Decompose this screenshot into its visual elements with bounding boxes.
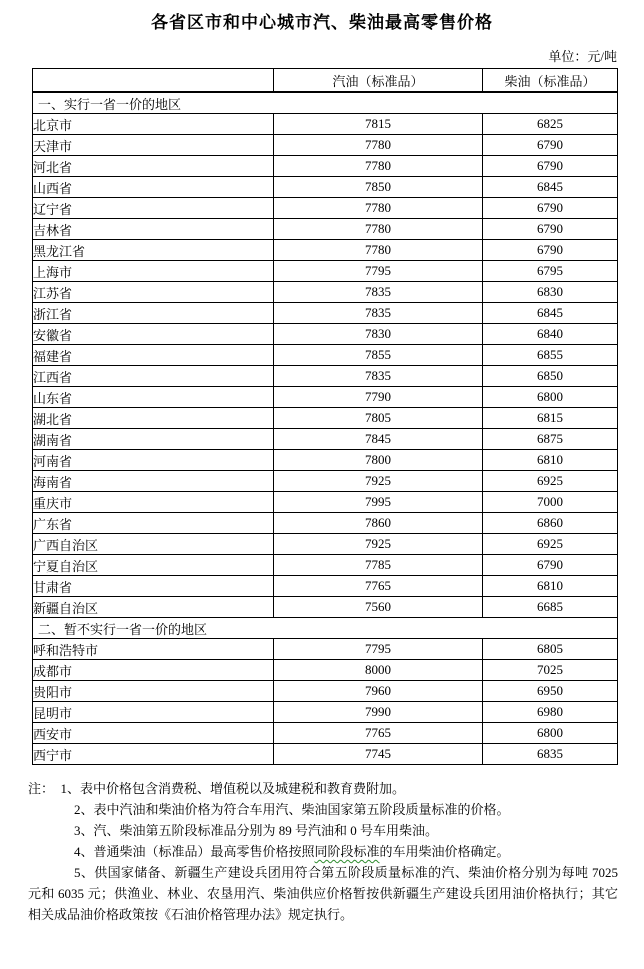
price-row bbox=[33, 492, 618, 513]
note-text: 2、表中汽油和柴油价格为符合车用汽、柴油国家第五阶段质量标准的价格。 bbox=[74, 802, 510, 817]
region-cell: 山东省 bbox=[33, 387, 274, 408]
column-header-diesel: 柴油（标准品） bbox=[483, 69, 618, 93]
region-cell: 北京市 bbox=[33, 114, 274, 135]
diesel-price-cell: 6815 bbox=[483, 408, 618, 429]
gasoline-price-cell: 7990 bbox=[274, 702, 483, 723]
gasoline-price-cell: 7780 bbox=[274, 240, 483, 261]
price-row bbox=[33, 387, 618, 408]
diesel-price-cell: 6925 bbox=[483, 534, 618, 555]
note-text: 的车用柴油价格确定。 bbox=[379, 844, 510, 859]
gasoline-price-cell: 7995 bbox=[274, 492, 483, 513]
diesel-price-cell: 6835 bbox=[483, 744, 618, 765]
gasoline-price-cell: 7790 bbox=[274, 387, 483, 408]
price-row bbox=[33, 345, 618, 366]
diesel-price-cell: 7000 bbox=[483, 492, 618, 513]
price-row bbox=[33, 198, 618, 219]
diesel-price-cell: 6810 bbox=[483, 576, 618, 597]
gasoline-price-cell: 7780 bbox=[274, 135, 483, 156]
region-cell: 河南省 bbox=[33, 450, 274, 471]
gasoline-price-cell: 7815 bbox=[274, 114, 483, 135]
price-row bbox=[33, 324, 618, 345]
price-row bbox=[33, 576, 618, 597]
gasoline-price-cell: 7855 bbox=[274, 345, 483, 366]
note-item bbox=[28, 841, 618, 862]
price-row bbox=[33, 114, 618, 135]
diesel-price-cell: 6875 bbox=[483, 429, 618, 450]
region-cell: 上海市 bbox=[33, 261, 274, 282]
diesel-price-cell: 6800 bbox=[483, 387, 618, 408]
diesel-price-cell: 7025 bbox=[483, 660, 618, 681]
section-heading-row bbox=[33, 92, 618, 114]
region-cell: 安徽省 bbox=[33, 324, 274, 345]
gasoline-price-cell: 7925 bbox=[274, 471, 483, 492]
price-row bbox=[33, 303, 618, 324]
gasoline-price-cell: 8000 bbox=[274, 660, 483, 681]
region-cell: 江苏省 bbox=[33, 282, 274, 303]
region-cell: 江西省 bbox=[33, 366, 274, 387]
region-cell: 广东省 bbox=[33, 513, 274, 534]
price-row bbox=[33, 366, 618, 387]
region-cell: 昆明市 bbox=[33, 702, 274, 723]
price-row bbox=[33, 408, 618, 429]
region-cell: 成都市 bbox=[33, 660, 274, 681]
price-row bbox=[33, 744, 618, 765]
section-heading: 一、实行一省一价的地区 bbox=[33, 92, 618, 114]
region-cell: 黑龙江省 bbox=[33, 240, 274, 261]
region-cell: 西宁市 bbox=[33, 744, 274, 765]
page-title: 各省区市和中心城市汽、柴油最高零售价格 bbox=[151, 13, 493, 32]
gasoline-price-cell: 7860 bbox=[274, 513, 483, 534]
region-cell: 西安市 bbox=[33, 723, 274, 744]
gasoline-price-cell: 7835 bbox=[274, 303, 483, 324]
note-item bbox=[28, 820, 618, 841]
price-row bbox=[33, 261, 618, 282]
section-heading: 二、暂不实行一省一价的地区 bbox=[33, 618, 618, 639]
price-row bbox=[33, 597, 618, 618]
region-cell: 宁夏自治区 bbox=[33, 555, 274, 576]
price-table bbox=[32, 68, 618, 765]
region-cell: 海南省 bbox=[33, 471, 274, 492]
diesel-price-cell: 6845 bbox=[483, 303, 618, 324]
price-row bbox=[33, 555, 618, 576]
gasoline-price-cell: 7960 bbox=[274, 681, 483, 702]
price-row bbox=[33, 429, 618, 450]
gasoline-price-cell: 7845 bbox=[274, 429, 483, 450]
diesel-price-cell: 6860 bbox=[483, 513, 618, 534]
diesel-price-cell: 6685 bbox=[483, 597, 618, 618]
gasoline-price-cell: 7560 bbox=[274, 597, 483, 618]
section-heading-row bbox=[33, 618, 618, 639]
region-cell: 湖南省 bbox=[33, 429, 274, 450]
gasoline-price-cell: 7785 bbox=[274, 555, 483, 576]
note-item bbox=[28, 862, 618, 925]
region-cell: 山西省 bbox=[33, 177, 274, 198]
region-cell: 呼和浩特市 bbox=[33, 639, 274, 660]
diesel-price-cell: 6805 bbox=[483, 639, 618, 660]
table-header-row bbox=[33, 69, 618, 93]
gasoline-price-cell: 7780 bbox=[274, 219, 483, 240]
diesel-price-cell: 6850 bbox=[483, 366, 618, 387]
price-row bbox=[33, 219, 618, 240]
diesel-price-cell: 6800 bbox=[483, 723, 618, 744]
column-header-region bbox=[33, 69, 274, 93]
gasoline-price-cell: 7780 bbox=[274, 156, 483, 177]
price-row bbox=[33, 534, 618, 555]
region-cell: 吉林省 bbox=[33, 219, 274, 240]
price-row bbox=[33, 177, 618, 198]
region-cell: 辽宁省 bbox=[33, 198, 274, 219]
price-row bbox=[33, 282, 618, 303]
diesel-price-cell: 6790 bbox=[483, 156, 618, 177]
region-cell: 天津市 bbox=[33, 135, 274, 156]
note-item bbox=[28, 799, 618, 820]
diesel-price-cell: 6795 bbox=[483, 261, 618, 282]
diesel-price-cell: 6825 bbox=[483, 114, 618, 135]
gasoline-price-cell: 7805 bbox=[274, 408, 483, 429]
note-text: 4、普通柴油（标准品）最高零售价格按照 bbox=[74, 844, 315, 859]
price-row bbox=[33, 660, 618, 681]
price-row bbox=[33, 513, 618, 534]
price-row bbox=[33, 156, 618, 177]
price-row bbox=[33, 240, 618, 261]
note-text-squiggle-underlined: 同阶段标准 bbox=[314, 844, 380, 859]
diesel-price-cell: 6950 bbox=[483, 681, 618, 702]
diesel-price-cell: 6790 bbox=[483, 219, 618, 240]
gasoline-price-cell: 7795 bbox=[274, 261, 483, 282]
notes bbox=[28, 778, 618, 925]
price-row bbox=[33, 450, 618, 471]
gasoline-price-cell: 7830 bbox=[274, 324, 483, 345]
region-cell: 湖北省 bbox=[33, 408, 274, 429]
diesel-price-cell: 6790 bbox=[483, 198, 618, 219]
price-table-body bbox=[33, 69, 618, 765]
gasoline-price-cell: 7795 bbox=[274, 639, 483, 660]
price-row bbox=[33, 723, 618, 744]
gasoline-price-cell: 7835 bbox=[274, 282, 483, 303]
price-row bbox=[33, 681, 618, 702]
gasoline-price-cell: 7765 bbox=[274, 576, 483, 597]
region-cell: 河北省 bbox=[33, 156, 274, 177]
gasoline-price-cell: 7800 bbox=[274, 450, 483, 471]
price-row bbox=[33, 471, 618, 492]
gasoline-price-cell: 7850 bbox=[274, 177, 483, 198]
diesel-price-cell: 6830 bbox=[483, 282, 618, 303]
gasoline-price-cell: 7745 bbox=[274, 744, 483, 765]
price-row bbox=[33, 135, 618, 156]
region-cell: 福建省 bbox=[33, 345, 274, 366]
diesel-price-cell: 6980 bbox=[483, 702, 618, 723]
region-cell: 贵阳市 bbox=[33, 681, 274, 702]
diesel-price-cell: 6810 bbox=[483, 450, 618, 471]
diesel-price-cell: 6790 bbox=[483, 240, 618, 261]
price-row bbox=[33, 639, 618, 660]
column-header-gasoline: 汽油（标准品） bbox=[274, 69, 483, 93]
diesel-price-cell: 6845 bbox=[483, 177, 618, 198]
region-cell: 甘肃省 bbox=[33, 576, 274, 597]
diesel-price-cell: 6925 bbox=[483, 471, 618, 492]
price-row bbox=[33, 702, 618, 723]
note-text: 1、表中价格包含消费税、增值税以及城建税和教育费附加。 bbox=[60, 781, 406, 796]
gasoline-price-cell: 7780 bbox=[274, 198, 483, 219]
diesel-price-cell: 6790 bbox=[483, 135, 618, 156]
region-cell: 广西自治区 bbox=[33, 534, 274, 555]
note-text: 3、汽、柴油第五阶段标准品分别为 89 号汽油和 0 号车用柴油。 bbox=[74, 823, 439, 838]
diesel-price-cell: 6855 bbox=[483, 345, 618, 366]
diesel-price-cell: 6840 bbox=[483, 324, 618, 345]
region-cell: 浙江省 bbox=[33, 303, 274, 324]
notes-label: 注： bbox=[28, 781, 61, 796]
note-item bbox=[28, 778, 618, 799]
unit-label: 单位：元/吨 bbox=[548, 49, 617, 64]
region-cell: 新疆自治区 bbox=[33, 597, 274, 618]
diesel-price-cell: 6790 bbox=[483, 555, 618, 576]
region-cell: 重庆市 bbox=[33, 492, 274, 513]
gasoline-price-cell: 7925 bbox=[274, 534, 483, 555]
gasoline-price-cell: 7765 bbox=[274, 723, 483, 744]
note-text: 5、供国家储备、新疆生产建设兵团用符合第五阶段质量标准的汽、柴油价格分别为每吨 7025 元和 6035 元；供渔业、林业、农垦用汽、柴油供应价格暂按供新疆生产建设兵团用油价格执行；其它相关成品油价格政策按《石油价格管理办法》规定执行。 bbox=[28, 865, 618, 922]
gasoline-price-cell: 7835 bbox=[274, 366, 483, 387]
